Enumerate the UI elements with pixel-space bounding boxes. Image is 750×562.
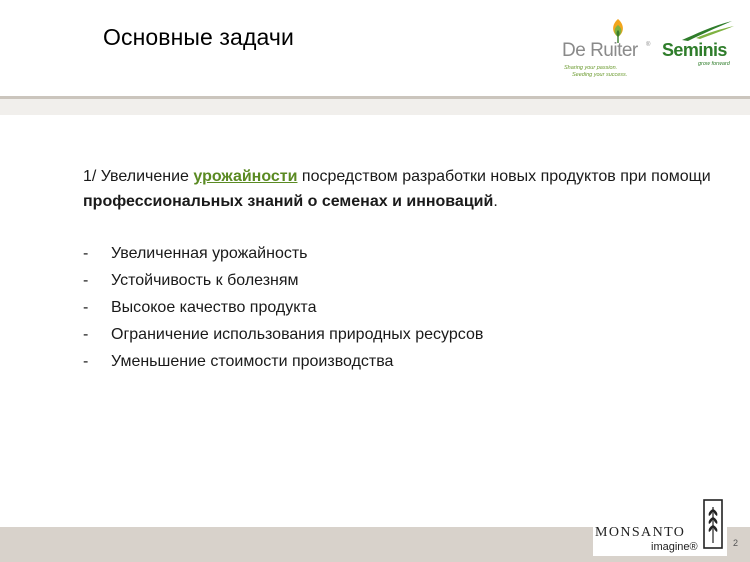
deruiter-tagline-line-2: Seeding your success. bbox=[572, 71, 628, 78]
list-item bbox=[83, 321, 723, 348]
intro-highlight: урожайности bbox=[193, 168, 298, 185]
slide-body bbox=[83, 164, 723, 375]
deruiter-name: De Ruiter bbox=[562, 40, 638, 61]
list-item-text: Ограничение использования природных ресурсов bbox=[111, 326, 484, 343]
intro-text-2: посредством разработки новых продуктов при помощи bbox=[297, 168, 711, 185]
monsanto-name: MONSANTO bbox=[595, 525, 686, 540]
list-dash: - bbox=[83, 326, 89, 343]
list-item-text: Устойчивость к болезням bbox=[111, 272, 299, 289]
list-dash: - bbox=[83, 353, 89, 370]
list-item bbox=[83, 267, 723, 294]
monsanto-logo bbox=[593, 497, 727, 556]
deruiter-tagline bbox=[564, 65, 627, 78]
list-item-text: Высокое качество продукта bbox=[111, 299, 317, 316]
header-band bbox=[0, 99, 750, 115]
seminis-swoosh-icon bbox=[660, 20, 738, 42]
list-item bbox=[83, 348, 723, 375]
list-item-text: Увеличенная урожайность bbox=[111, 245, 308, 262]
list-dash: - bbox=[83, 272, 89, 289]
list-item bbox=[83, 240, 723, 267]
page-number: 2 bbox=[733, 538, 739, 548]
deruiter-logo bbox=[558, 18, 650, 82]
intro-paragraph bbox=[83, 164, 723, 214]
list-item-text: Уменьшение стоимости производства bbox=[111, 353, 394, 370]
intro-bold: профессиональных знаний о семенах и инноваций bbox=[83, 193, 494, 210]
seminis-logo bbox=[660, 20, 738, 70]
intro-text-3: . bbox=[493, 193, 498, 210]
slide-header bbox=[0, 0, 750, 98]
monsanto-tagline: imagine® bbox=[651, 541, 698, 553]
intro-text-1: 1/ Увеличение bbox=[83, 168, 194, 185]
seminis-name: Seminis bbox=[662, 40, 727, 60]
goals-list bbox=[83, 240, 723, 375]
list-item bbox=[83, 294, 723, 321]
list-dash: - bbox=[83, 245, 89, 262]
deruiter-tagline-line-1: Sharing your passion. bbox=[564, 65, 618, 71]
slide-title: Основные задачи bbox=[103, 24, 294, 50]
seminis-tagline: grow forward bbox=[698, 61, 730, 67]
wheat-icon bbox=[703, 499, 723, 549]
list-dash: - bbox=[83, 299, 89, 316]
deruiter-tm: ® bbox=[646, 42, 651, 48]
